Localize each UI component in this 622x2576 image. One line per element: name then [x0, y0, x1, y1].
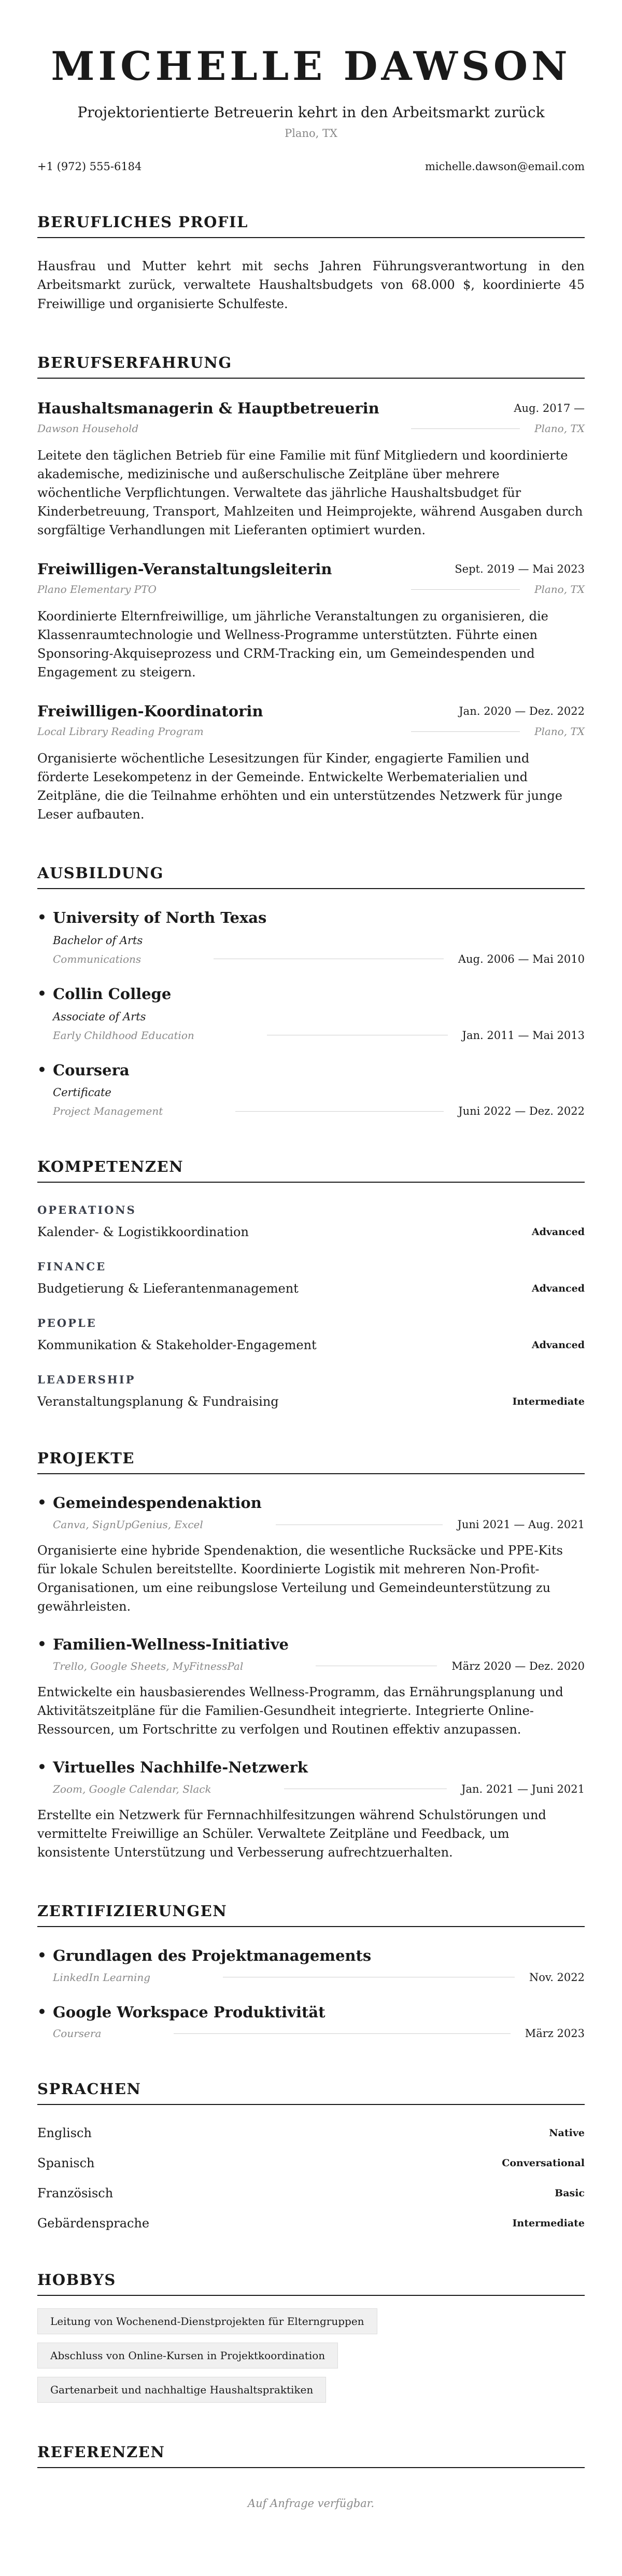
section-title: SPRACHEN [37, 2080, 585, 2105]
job-header [37, 702, 585, 720]
job-title: Freiwilligen-Veranstaltungsleiterin [37, 560, 332, 578]
headline: Projektorientierte Betreuerin kehrt in den Arbeitsmarkt zurück [77, 103, 545, 121]
skill-row [37, 1281, 585, 1296]
section-title: PROJEKTE [37, 1449, 585, 1474]
leader-line [411, 589, 520, 590]
school-name: University of North Texas [53, 909, 267, 926]
project-name: Familien-Wellness-Initiative [53, 1636, 289, 1654]
job-header [37, 399, 585, 417]
skill-name: Kalender- & Logistikkoordination [37, 1225, 249, 1240]
email: michelle.dawson@email.com [425, 160, 585, 173]
project-body [53, 1758, 585, 1795]
project-description: Entwickelte ein hausbasierendes Wellness-Programm, das Ernährungsplanung und Aktivitätszeitpläne für die Familien-Gesundheit integrierte. Integrierte Online-Ressourcen, um Fortschritte zu verfolgen und Routinen effektiv anzupassen. [37, 1684, 563, 1737]
education-meta [53, 953, 585, 965]
job-meta [37, 725, 585, 738]
profile-section [37, 213, 585, 313]
bullet-icon: • [37, 1636, 47, 1653]
job-entry [37, 560, 585, 682]
section-title: BERUFLICHES PROFIL [37, 213, 585, 238]
bullet-icon: • [37, 1494, 47, 1512]
degree: Associate of Arts [53, 1010, 146, 1023]
resume-header [37, 45, 585, 173]
job-description: Leitete den täglichen Betrieb für eine Familie mit fünf Mitgliedern und koordinierte akademische, medizinische und außerschulische Zeitpläne über mehrere wöchentliche Verpflichtungen. Verwaltete das jährliche Haushaltsbudget für Kinderbetreuung, Transport, Mahlzeiten und Heimprojekte, während Ausgaben durch sorgfältige Verhandlungen mit Lieferanten optimiert wurden. [37, 448, 583, 537]
project-date: Juni 2021 — Aug. 2021 [457, 1518, 585, 1531]
skill-level: Advanced [531, 1226, 585, 1238]
skill-row [37, 1394, 585, 1409]
language-name: Spanisch [37, 2156, 95, 2171]
education-entry [37, 909, 585, 965]
field-of-study: Project Management [53, 1105, 163, 1118]
hobby-tag: Gartenarbeit und nachhaltige Haushaltspraktiken [37, 2377, 326, 2403]
project-body [53, 1636, 585, 1672]
language-level: Conversational [502, 2157, 585, 2169]
project-date: März 2020 — Dez. 2020 [451, 1659, 585, 1672]
project-meta [53, 1660, 585, 1672]
leader-line [411, 731, 520, 732]
education-date: Aug. 2006 — Mai 2010 [458, 952, 585, 965]
projects-section [37, 1449, 585, 1861]
job-description: Koordinierte Elternfreiwillige, um jährliche Veranstaltungen zu organisieren, die Klassenraumtechnologie und Wellness-Programme unterstützten. Führte einen Sponsoring-Akquiseprozess und CRM-Tracking ein, um Gemeindespenden und Engagement zu steigern. [37, 609, 548, 680]
bullet-icon: • [37, 1061, 47, 1078]
certification-body [53, 2003, 585, 2040]
language-list [37, 2126, 585, 2231]
experience-section [37, 354, 585, 824]
job-location: Plano, TX [534, 583, 585, 595]
job-date: Jan. 2020 — Dez. 2022 [459, 705, 585, 717]
project-name: Virtuelles Nachhilfe-Netzwerk [53, 1758, 308, 1776]
leader-line [174, 2033, 510, 2034]
project-tools: Zoom, Google Calendar, Slack [53, 1782, 211, 1795]
project-tools: Trello, Google Sheets, MyFitnessPal [53, 1659, 244, 1672]
project-entry [37, 1758, 585, 1795]
languages-section [37, 2080, 585, 2231]
section-title: REFERENZEN [37, 2443, 585, 2468]
leader-line [235, 1111, 444, 1112]
language-row [37, 2186, 585, 2200]
education-date: Juni 2022 — Dez. 2022 [458, 1105, 585, 1118]
language-level: Basic [555, 2187, 585, 2199]
job-meta [37, 583, 585, 595]
skill-level: Intermediate [512, 1396, 585, 1408]
education-entry [37, 1061, 585, 1118]
skill-category: FINANCE [37, 1260, 107, 1273]
certification-meta [53, 2027, 585, 2040]
skill-name: Budgetierung & Lieferantenmanagement [37, 1281, 299, 1296]
education-entry [37, 985, 585, 1042]
school-name: Coursera [53, 1061, 130, 1079]
job-title: Haushaltsmanagerin & Hauptbetreuerin [37, 399, 379, 417]
bullet-icon: • [37, 985, 47, 1002]
language-level: Native [549, 2127, 585, 2139]
job-title: Freiwilligen-Koordinatorin [37, 702, 263, 720]
school-name: Collin College [53, 985, 172, 1003]
project-description: Erstellte ein Netzwerk für Fernnachhilfesitzungen während Schulstörungen und vermittelte Freiwillige an Schüler. Verwaltete Zeitpläne und Feedback, um konsistente Unterstützung und Verbesserung aufrechtzuerhalten. [37, 1807, 546, 1860]
language-level: Intermediate [512, 2218, 585, 2229]
section-title: ZERTIFIZIERUNGEN [37, 1902, 585, 1927]
certification-date: März 2023 [525, 2027, 585, 2040]
language-name: Französisch [37, 2186, 114, 2201]
project-name: Gemeindespendenaktion [53, 1494, 262, 1512]
section-title: KOMPETENZEN [37, 1158, 585, 1183]
skill-level: Advanced [531, 1283, 585, 1295]
skill-category: OPERATIONS [37, 1203, 136, 1217]
language-row [37, 2156, 585, 2170]
skill-group [37, 1203, 585, 1239]
certification-body [53, 1947, 585, 1984]
certification-entry [37, 1947, 585, 1984]
bullet-icon: • [37, 1758, 47, 1776]
job-location: Plano, TX [534, 422, 585, 435]
project-body [53, 1494, 585, 1531]
hobby-tag: Abschluss von Online-Kursen in Projektkoordination [37, 2343, 338, 2369]
certification-issuer: Coursera [53, 2027, 102, 2040]
job-description: Organisierte wöchentliche Lesesitzungen für Kinder, engagierte Familien und förderte Lesekompetenz in der Gemeinde. Entwickelte Werbematerialien und Zeitpläne, die die Teilnahme erhöhten und ein unterstützendes Netzwerk für junge Leser aufbauten. [37, 751, 562, 822]
field-of-study: Communications [53, 952, 142, 965]
candidate-name: MICHELLE DAWSON [51, 43, 571, 89]
field-of-study: Early Childhood Education [53, 1029, 194, 1042]
education-date: Jan. 2011 — Mai 2013 [462, 1029, 585, 1042]
bullet-icon: • [37, 1946, 47, 1964]
education-section [37, 864, 585, 1117]
language-name: Gebärdensprache [37, 2216, 150, 2231]
skill-group [37, 1373, 585, 1409]
education-meta [53, 1029, 585, 1042]
skill-level: Advanced [531, 1339, 585, 1351]
job-meta [37, 422, 585, 435]
job-entry [37, 399, 585, 539]
certifications-section [37, 1902, 585, 2040]
job-date: Aug. 2017 — [514, 402, 585, 414]
job-header [37, 560, 585, 578]
skill-name: Kommunikation & Stakeholder-Engagement [37, 1338, 317, 1353]
job-location: Plano, TX [534, 725, 585, 738]
section-title: HOBBYS [37, 2271, 585, 2296]
skill-row [37, 1225, 585, 1239]
certification-issuer: LinkedIn Learning [53, 1971, 151, 1984]
certification-date: Nov. 2022 [529, 1971, 585, 1984]
skills-section [37, 1158, 585, 1409]
job-entry [37, 702, 585, 824]
location: Plano, TX [285, 127, 337, 140]
skill-category: LEADERSHIP [37, 1373, 136, 1387]
education-body [53, 909, 585, 965]
references-text: Auf Anfrage verfügbar. [247, 2497, 375, 2510]
skill-group [37, 1317, 585, 1352]
profile-text: Hausfrau und Mutter kehrt mit sechs Jahren Führungsverantwortung in den Arbeitsmarkt zurück, verwaltete Haushaltsbudgets von 68.000 $, koordinierte 45 Freiwillige und organisierte Schulfeste. [37, 258, 585, 311]
references-section [37, 2443, 585, 2510]
language-row [37, 2126, 585, 2140]
section-title: AUSBILDUNG [37, 864, 585, 889]
project-description: Organisierte eine hybride Spendenaktion, die wesentliche Rucksäcke und PPE-Kits für lokale Schulen bereitstellte. Koordinierte Logistik mit mehreren Non-Profit-Organisationen, um eine reibungslose Verteilung und Gemeindeunterstützung zu gewährleisten. [37, 1543, 563, 1614]
job-org: Plano Elementary PTO [37, 583, 157, 595]
job-org: Local Library Reading Program [37, 725, 204, 738]
bullet-icon: • [37, 909, 47, 926]
project-date: Jan. 2021 — Juni 2021 [461, 1782, 585, 1795]
project-entry [37, 1494, 585, 1531]
section-title: BERUFSERFAHRUNG [37, 354, 585, 379]
hobby-list [37, 2308, 585, 2403]
education-meta [53, 1105, 585, 1117]
certification-name: Google Workspace Produktivität [53, 2003, 326, 2021]
language-name: Englisch [37, 2126, 92, 2141]
education-body [53, 985, 585, 1042]
degree: Certificate [53, 1086, 111, 1099]
hobby-tag: Leitung von Wochenend-Dienstprojekten für Elterngruppen [37, 2308, 377, 2334]
degree: Bachelor of Arts [53, 934, 143, 947]
leader-line [411, 428, 520, 429]
skill-group [37, 1260, 585, 1296]
project-entry [37, 1636, 585, 1672]
skill-name: Veranstaltungsplanung & Fundraising [37, 1394, 279, 1409]
contact-row [37, 160, 585, 173]
job-org: Dawson Household [37, 422, 139, 435]
certification-name: Grundlagen des Projektmanagements [53, 1946, 372, 1964]
project-meta [53, 1783, 585, 1795]
language-row [37, 2216, 585, 2231]
project-meta [53, 1518, 585, 1531]
bullet-icon: • [37, 2003, 47, 2020]
certification-meta [53, 1971, 585, 1984]
skill-row [37, 1338, 585, 1352]
job-date: Sept. 2019 — Mai 2023 [455, 563, 585, 575]
hobbies-section [37, 2271, 585, 2403]
education-body [53, 1061, 585, 1118]
phone: +1 (972) 555-6184 [37, 160, 142, 173]
project-tools: Canva, SignUpGenius, Excel [53, 1518, 203, 1531]
skill-category: PEOPLE [37, 1317, 97, 1330]
certification-entry [37, 2003, 585, 2040]
